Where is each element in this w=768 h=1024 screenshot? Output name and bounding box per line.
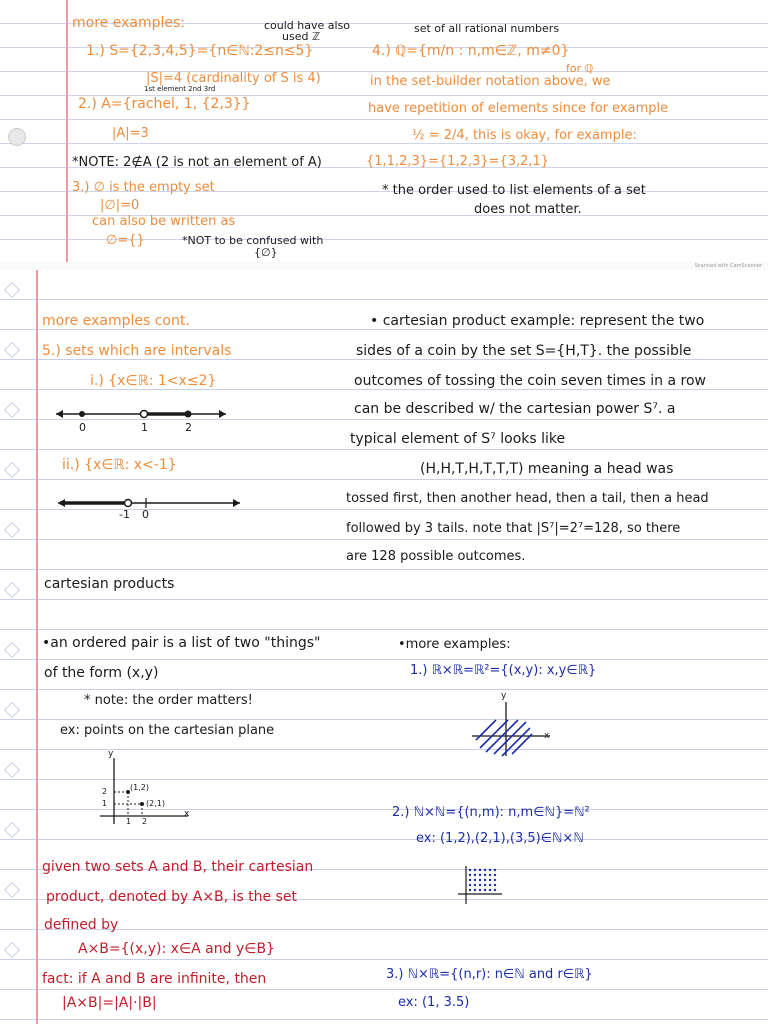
page-tab bbox=[4, 582, 20, 598]
more-examples-heading: more examples: bbox=[72, 15, 185, 31]
number-line-ii bbox=[58, 494, 248, 524]
r2-plane-sketch bbox=[466, 700, 556, 760]
page-tab bbox=[4, 522, 20, 538]
lattice-dot bbox=[489, 874, 491, 876]
tick-label: 0 bbox=[79, 421, 86, 434]
page-tab bbox=[4, 942, 20, 958]
lattice-dot bbox=[479, 884, 481, 886]
page-tab bbox=[4, 702, 20, 718]
lattice-dot bbox=[494, 889, 496, 891]
margin-line bbox=[66, 0, 68, 262]
lattice-dot bbox=[469, 884, 471, 886]
plot-tick-label: 1 bbox=[126, 817, 132, 826]
lattice-dot bbox=[479, 879, 481, 881]
coin-example-line-3: outcomes of tossing the coin seven times in a row bbox=[354, 373, 706, 389]
r2-axis-x: x bbox=[544, 731, 550, 741]
lattice-dot bbox=[474, 889, 476, 891]
lattice-dot bbox=[474, 879, 476, 881]
tick-label: -1 bbox=[119, 508, 130, 521]
page-tab bbox=[4, 462, 20, 478]
lattice-dot bbox=[479, 889, 481, 891]
plot-axis-x: x bbox=[184, 809, 190, 819]
lattice-dot bbox=[469, 879, 471, 881]
lattice-dot bbox=[469, 889, 471, 891]
order-note-1: * the order used to list elements of a set bbox=[382, 183, 646, 198]
example-5: 5.) sets which are intervals bbox=[42, 343, 232, 359]
lattice-dot bbox=[484, 874, 486, 876]
coin-example-line-1: • cartesian product example: represent the two bbox=[370, 313, 705, 329]
ordered-pair-line-2: of the form (x,y) bbox=[44, 665, 159, 681]
lattice-dot bbox=[474, 874, 476, 876]
definition-line-3: defined by bbox=[44, 917, 119, 933]
lattice-dot bbox=[489, 884, 491, 886]
definition-line-1: given two sets A and B, their cartesian bbox=[42, 859, 314, 875]
note-not-element: *NOTE: 2∉A (2 is not an element of A) bbox=[72, 155, 322, 170]
coin-example-line-5: typical element of S⁷ looks like bbox=[350, 431, 566, 447]
order-note-2: does not matter. bbox=[474, 202, 582, 217]
lattice-dot bbox=[484, 869, 486, 871]
example-4-for-q: for ℚ bbox=[566, 62, 594, 75]
lattice-dot bbox=[474, 869, 476, 871]
page-tab bbox=[4, 282, 20, 298]
fact-line-2: |A×B|=|A|·|B| bbox=[62, 995, 157, 1011]
more-examples-right: •more examples: bbox=[398, 637, 511, 652]
example-3-written: can also be written as bbox=[92, 214, 236, 229]
plot-axis-y: y bbox=[108, 749, 114, 759]
notebook-page-top bbox=[0, 0, 768, 262]
example-2-annotation: 1st element 2nd 3rd bbox=[144, 85, 216, 93]
coin-example-line-2: sides of a coin by the set S={H,T}. the possible bbox=[356, 343, 692, 359]
page-tab bbox=[4, 342, 20, 358]
coin-example-line-4: can be described w/ the cartesian power S⁷. a bbox=[354, 401, 676, 417]
coin-example-line-9: are 128 possible outcomes. bbox=[346, 549, 526, 564]
page-tab bbox=[4, 402, 20, 418]
ordered-pair-example: ex: points on the cartesian plane bbox=[60, 723, 275, 738]
example-5-i: i.) {x∈ℝ: 1<x≤2} bbox=[90, 373, 217, 389]
coin-example-line-7: tossed first, then another head, then a tail, then a head bbox=[346, 491, 709, 506]
example-3: 3.) ∅ is the empty set bbox=[72, 180, 215, 195]
page-tab bbox=[4, 882, 20, 898]
example-4-line-4: ½ = 2/4, this is okay, for example: bbox=[412, 128, 637, 143]
lattice-dot bbox=[489, 889, 491, 891]
example-4-line-3: have repetition of elements since for example bbox=[368, 101, 669, 116]
example-3-empty-braces: ∅={} bbox=[106, 233, 145, 248]
margin-note-used: used ℤ bbox=[282, 30, 321, 43]
lattice-dot bbox=[494, 869, 496, 871]
n2-lattice-sketch bbox=[458, 866, 508, 906]
lattice-dot bbox=[474, 884, 476, 886]
binder-hole bbox=[8, 128, 26, 146]
plot-tick-label: 1 bbox=[102, 799, 108, 808]
lattice-dot bbox=[469, 874, 471, 876]
example-4: 4.) ℚ={m/n : n,m∈ℤ, m≠0} bbox=[372, 43, 570, 59]
n-times-n-pairs: ex: (1,2),(2,1),(3,5)∈ℕ×ℕ bbox=[416, 831, 584, 846]
lattice-dot bbox=[479, 869, 481, 871]
example-2-cardinality: |A|=3 bbox=[112, 126, 149, 141]
definition-line-2: product, denoted by A×B, is the set bbox=[46, 889, 298, 905]
example-4-line-2: in the set-builder notation above, we bbox=[370, 74, 611, 89]
margin-line bbox=[36, 270, 38, 1024]
rational-note: set of all rational numbers bbox=[414, 22, 560, 35]
lattice-dot bbox=[484, 879, 486, 881]
plot-point-label: (1,2) bbox=[130, 783, 149, 792]
fact-line-1: fact: if A and B are infinite, then bbox=[42, 971, 267, 987]
plot-tick-label: 2 bbox=[142, 817, 148, 826]
example-3-cardinality: |∅|=0 bbox=[100, 198, 140, 213]
more-examples-cont: more examples cont. bbox=[42, 313, 190, 329]
n-times-r-pair: ex: (1, 3.5) bbox=[398, 995, 470, 1010]
page-tab bbox=[4, 822, 20, 838]
example-3-set-of-empty: {∅} bbox=[254, 246, 278, 259]
example-1: 1.) S={2,3,4,5}={n∈ℕ:2≤n≤5} bbox=[86, 43, 314, 59]
tick-label: 2 bbox=[185, 421, 192, 434]
tick-label: 1 bbox=[141, 421, 148, 434]
scanner-credit: Scanned with CamScanner bbox=[694, 263, 762, 269]
lattice-dot bbox=[489, 869, 491, 871]
page-tab bbox=[4, 642, 20, 658]
example-2: 2.) A={rachel, 1, {2,3}} bbox=[78, 96, 251, 112]
notebook-page-bottom bbox=[0, 270, 768, 1024]
page-tab bbox=[4, 762, 20, 778]
plot-tick-label: 2 bbox=[102, 787, 108, 796]
plot-point-label: (2,1) bbox=[146, 799, 165, 808]
lattice-dot bbox=[484, 884, 486, 886]
example-3-not-confused: *NOT to be confused with bbox=[182, 234, 324, 247]
n-times-r-example: 3.) ℕ×ℝ={(n,r): n∈ℕ and r∈ℝ} bbox=[386, 967, 593, 982]
page-gap bbox=[0, 262, 768, 270]
margin-note-could: could have also bbox=[264, 19, 351, 32]
lattice-dot bbox=[479, 874, 481, 876]
example-4-line-5: {1,1,2,3}={1,2,3}={3,2,1} bbox=[366, 154, 550, 169]
lattice-dot bbox=[469, 869, 471, 871]
lattice-dot bbox=[494, 874, 496, 876]
coin-example-line-6: (H,H,T,H,T,T,T) meaning a head was bbox=[420, 461, 674, 477]
section-title-cartesian-products: cartesian products bbox=[44, 576, 175, 592]
definition-formula: A×B={(x,y): x∈A and y∈B} bbox=[78, 941, 275, 957]
coin-example-line-8: followed by 3 tails. note that |S⁷|=2⁷=128, so there bbox=[346, 521, 681, 536]
tick-label: 0 bbox=[142, 508, 149, 521]
lattice-dot bbox=[484, 889, 486, 891]
r-times-r-example: 1.) ℝ×ℝ=ℝ²={(x,y): x,y∈ℝ} bbox=[410, 663, 597, 678]
example-5-ii: ii.) {x∈ℝ: x<-1} bbox=[62, 457, 177, 473]
ordered-pair-note: * note: the order matters! bbox=[84, 693, 253, 708]
example-1-cardinality: |S|=4 (cardinality of S is 4) bbox=[146, 71, 321, 86]
lattice-dot bbox=[494, 879, 496, 881]
r2-axis-y: y bbox=[501, 691, 507, 701]
lattice-dot bbox=[489, 879, 491, 881]
n-times-n-example: 2.) ℕ×ℕ={(n,m): n,m∈ℕ}=ℕ² bbox=[392, 805, 590, 820]
ordered-pair-line-1: •an ordered pair is a list of two "things" bbox=[42, 635, 321, 651]
lattice-dot bbox=[494, 884, 496, 886]
